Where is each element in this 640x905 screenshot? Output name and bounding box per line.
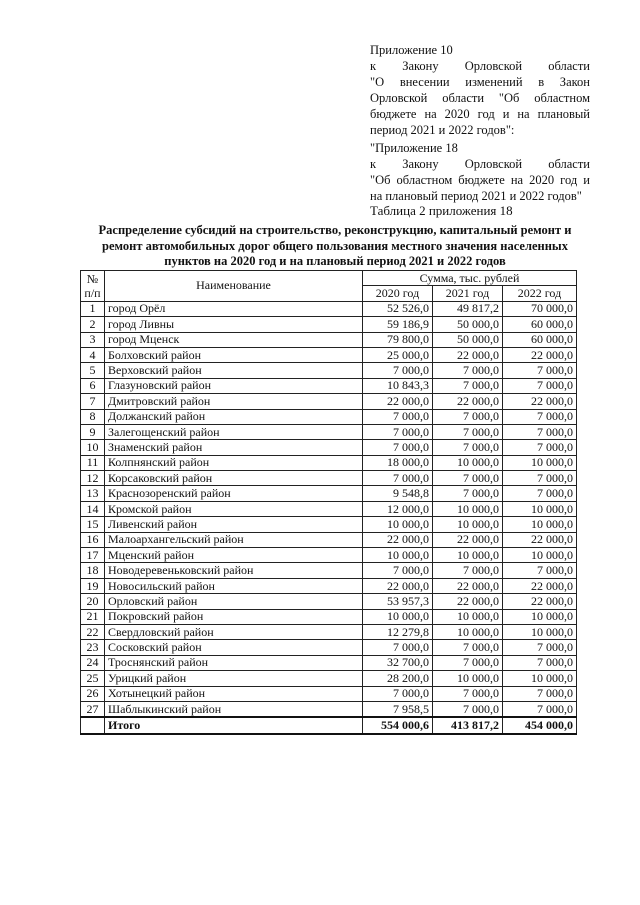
row-number: 24	[81, 655, 105, 670]
row-number: 12	[81, 471, 105, 486]
value-2020: 7 000,0	[363, 686, 433, 701]
appendix-line: период 2021 и 2022 годов":	[370, 123, 515, 137]
value-2020: 7 000,0	[363, 471, 433, 486]
value-2022: 7 000,0	[503, 563, 577, 578]
value-2022: 7 000,0	[503, 363, 577, 378]
row-name: Залегощенский район	[105, 424, 363, 439]
value-2020: 7 000,0	[363, 440, 433, 455]
row-name: Кромской район	[105, 501, 363, 516]
value-2022: 7 000,0	[503, 424, 577, 439]
value-2021: 50 000,0	[433, 317, 503, 332]
table-row	[81, 455, 577, 470]
row-name: город Ливны	[105, 317, 363, 332]
value-2020: 59 186,9	[363, 317, 433, 332]
value-2022: 10 000,0	[503, 548, 577, 563]
value-2020: 10 843,3	[363, 378, 433, 393]
value-2021: 7 000,0	[433, 640, 503, 655]
value-2022: 7 000,0	[503, 701, 577, 717]
value-2022: 7 000,0	[503, 471, 577, 486]
value-2022: 10 000,0	[503, 671, 577, 686]
value-2020: 22 000,0	[363, 394, 433, 409]
row-number: 4	[81, 347, 105, 362]
subsidy-table	[80, 270, 577, 735]
row-name: Троснянский район	[105, 655, 363, 670]
value-2020: 10 000,0	[363, 609, 433, 624]
row-name: Шаблыкинский район	[105, 701, 363, 717]
table-row	[81, 548, 577, 563]
row-name: Должанский район	[105, 409, 363, 424]
header-2021: 2021 год	[433, 286, 503, 301]
table-row	[81, 578, 577, 593]
row-number: 2	[81, 317, 105, 332]
value-2022: 22 000,0	[503, 347, 577, 362]
row-number: 1	[81, 301, 105, 316]
value-2021: 10 000,0	[433, 671, 503, 686]
appendix-line: к Закону Орловской области	[370, 157, 590, 171]
table-row	[81, 532, 577, 547]
row-number: 25	[81, 671, 105, 686]
row-number: 27	[81, 701, 105, 717]
value-2022: 7 000,0	[503, 640, 577, 655]
table-row	[81, 686, 577, 701]
table-row	[81, 317, 577, 332]
table-row	[81, 624, 577, 639]
value-2021: 7 000,0	[433, 378, 503, 393]
value-2022: 7 000,0	[503, 378, 577, 393]
value-2020: 52 526,0	[363, 301, 433, 316]
value-2020: 7 000,0	[363, 640, 433, 655]
row-name: Орловский район	[105, 594, 363, 609]
value-2020: 10 000,0	[363, 548, 433, 563]
table-row	[81, 517, 577, 532]
value-2020: 12 000,0	[363, 501, 433, 516]
value-2022: 7 000,0	[503, 655, 577, 670]
table-row	[81, 394, 577, 409]
table-row	[81, 640, 577, 655]
value-2020: 22 000,0	[363, 578, 433, 593]
table-reference: Таблица 2 приложения 18	[370, 203, 513, 218]
row-number: 11	[81, 455, 105, 470]
row-name: Хотынецкий район	[105, 686, 363, 701]
row-number: 17	[81, 548, 105, 563]
row-number: 16	[81, 532, 105, 547]
row-number: 6	[81, 378, 105, 393]
row-number: 15	[81, 517, 105, 532]
value-2021: 10 000,0	[433, 455, 503, 470]
table-row	[81, 701, 577, 717]
value-2021: 22 000,0	[433, 347, 503, 362]
value-2021: 22 000,0	[433, 532, 503, 547]
table-row	[81, 471, 577, 486]
value-2021: 22 000,0	[433, 594, 503, 609]
table-row	[81, 378, 577, 393]
row-number: 10	[81, 440, 105, 455]
value-2020: 7 000,0	[363, 409, 433, 424]
table-row	[81, 609, 577, 624]
row-number: 23	[81, 640, 105, 655]
value-2021: 7 000,0	[433, 409, 503, 424]
row-number: 20	[81, 594, 105, 609]
value-2021: 49 817,2	[433, 301, 503, 316]
row-name: Глазуновский район	[105, 378, 363, 393]
value-2020: 28 200,0	[363, 671, 433, 686]
value-2020: 7 958,5	[363, 701, 433, 717]
value-2021: 7 000,0	[433, 486, 503, 501]
value-2022: 10 000,0	[503, 455, 577, 470]
value-2022: 10 000,0	[503, 609, 577, 624]
row-name: Свердловский район	[105, 624, 363, 639]
row-number: 26	[81, 686, 105, 701]
total-2022: 454 000,0	[503, 717, 577, 733]
value-2021: 7 000,0	[433, 440, 503, 455]
value-2021: 10 000,0	[433, 501, 503, 516]
table-row	[81, 486, 577, 501]
row-name: Новосильский район	[105, 578, 363, 593]
value-2022: 22 000,0	[503, 394, 577, 409]
row-name: Верховский район	[105, 363, 363, 378]
value-2022: 10 000,0	[503, 624, 577, 639]
row-number: 5	[81, 363, 105, 378]
value-2021: 22 000,0	[433, 394, 503, 409]
table-row	[81, 332, 577, 347]
table-row	[81, 409, 577, 424]
header-name: Наименование	[105, 271, 363, 302]
value-2022: 22 000,0	[503, 532, 577, 547]
value-2020: 10 000,0	[363, 517, 433, 532]
value-2021: 22 000,0	[433, 578, 503, 593]
value-2021: 10 000,0	[433, 548, 503, 563]
value-2021: 7 000,0	[433, 563, 503, 578]
table-total-row	[81, 717, 577, 733]
table-row	[81, 363, 577, 378]
appendix-line: "О внесении изменений в Закон	[370, 75, 590, 89]
document-title: Распределение субсидий на строительство, реконструкцию, капитальный ремонт и ремонт автомобильных дорог общего пользования местного значения населенных пунктов на 2020 год и на плановый период 2021 и 2022 годов	[98, 223, 572, 268]
value-2020: 53 957,3	[363, 594, 433, 609]
total-number-cell	[81, 717, 105, 733]
value-2020: 7 000,0	[363, 563, 433, 578]
value-2021: 7 000,0	[433, 363, 503, 378]
table-row	[81, 440, 577, 455]
value-2020: 22 000,0	[363, 532, 433, 547]
row-number: 22	[81, 624, 105, 639]
row-name: Ливенский район	[105, 517, 363, 532]
appendix-line: к Закону Орловской области	[370, 59, 590, 73]
total-2020: 554 000,6	[363, 717, 433, 733]
value-2021: 50 000,0	[433, 332, 503, 347]
value-2022: 22 000,0	[503, 578, 577, 593]
table-row	[81, 594, 577, 609]
value-2020: 79 800,0	[363, 332, 433, 347]
header-2022: 2022 год	[503, 286, 577, 301]
total-2021: 413 817,2	[433, 717, 503, 733]
value-2022: 60 000,0	[503, 332, 577, 347]
header-2020: 2020 год	[363, 286, 433, 301]
row-number: 3	[81, 332, 105, 347]
value-2022: 10 000,0	[503, 501, 577, 516]
table-row	[81, 301, 577, 316]
value-2022: 7 000,0	[503, 440, 577, 455]
value-2022: 22 000,0	[503, 594, 577, 609]
value-2022: 60 000,0	[503, 317, 577, 332]
table-body	[81, 301, 577, 717]
appendix-line: Орловской области "Об областном	[370, 91, 590, 105]
row-name: Колпнянский район	[105, 455, 363, 470]
row-name: Новодеревеньковский район	[105, 563, 363, 578]
row-number: 14	[81, 501, 105, 516]
value-2020: 12 279,8	[363, 624, 433, 639]
row-name: Дмитровский район	[105, 394, 363, 409]
row-name: город Мценск	[105, 332, 363, 347]
appendix-line: "Об областном бюджете на 2020 год и	[370, 173, 590, 187]
row-number: 18	[81, 563, 105, 578]
value-2021: 7 000,0	[433, 686, 503, 701]
appendix-18-block	[370, 140, 590, 204]
table-row	[81, 563, 577, 578]
row-name: Мценский район	[105, 548, 363, 563]
row-number: 7	[81, 394, 105, 409]
value-2022: 7 000,0	[503, 486, 577, 501]
header-number: № п/п	[81, 271, 105, 302]
value-2020: 9 548,8	[363, 486, 433, 501]
appendix-10-block	[370, 42, 590, 138]
table-row	[81, 501, 577, 516]
appendix-line: на плановый период 2021 и 2022 годов"	[370, 189, 582, 203]
row-name: Урицкий район	[105, 671, 363, 686]
row-number: 9	[81, 424, 105, 439]
appendix-line: "Приложение 18	[370, 141, 458, 155]
row-name: Знаменский район	[105, 440, 363, 455]
row-name: Малоархангельский район	[105, 532, 363, 547]
appendix-line: Приложение 10	[370, 43, 453, 57]
value-2022: 7 000,0	[503, 686, 577, 701]
value-2021: 7 000,0	[433, 471, 503, 486]
appendix-line: бюджете на 2020 год и на плановый	[370, 107, 590, 121]
value-2020: 18 000,0	[363, 455, 433, 470]
row-name: Сосковский район	[105, 640, 363, 655]
value-2022: 10 000,0	[503, 517, 577, 532]
total-label: Итого	[105, 717, 363, 733]
row-number: 13	[81, 486, 105, 501]
value-2022: 7 000,0	[503, 409, 577, 424]
row-number: 21	[81, 609, 105, 624]
value-2021: 7 000,0	[433, 424, 503, 439]
value-2020: 32 700,0	[363, 655, 433, 670]
value-2021: 10 000,0	[433, 609, 503, 624]
value-2021: 10 000,0	[433, 624, 503, 639]
row-name: Покровский район	[105, 609, 363, 624]
value-2021: 7 000,0	[433, 655, 503, 670]
row-number: 19	[81, 578, 105, 593]
row-name: Корсаковский район	[105, 471, 363, 486]
value-2020: 25 000,0	[363, 347, 433, 362]
table-row	[81, 347, 577, 362]
table-row	[81, 424, 577, 439]
value-2021: 10 000,0	[433, 517, 503, 532]
table-row	[81, 671, 577, 686]
table-row	[81, 655, 577, 670]
row-number: 8	[81, 409, 105, 424]
value-2021: 7 000,0	[433, 701, 503, 717]
header-sum: Сумма, тыс. рублей	[363, 271, 577, 286]
value-2020: 7 000,0	[363, 363, 433, 378]
row-name: Болховский район	[105, 347, 363, 362]
value-2022: 70 000,0	[503, 301, 577, 316]
row-name: Краснозоренский район	[105, 486, 363, 501]
value-2020: 7 000,0	[363, 424, 433, 439]
row-name: город Орёл	[105, 301, 363, 316]
